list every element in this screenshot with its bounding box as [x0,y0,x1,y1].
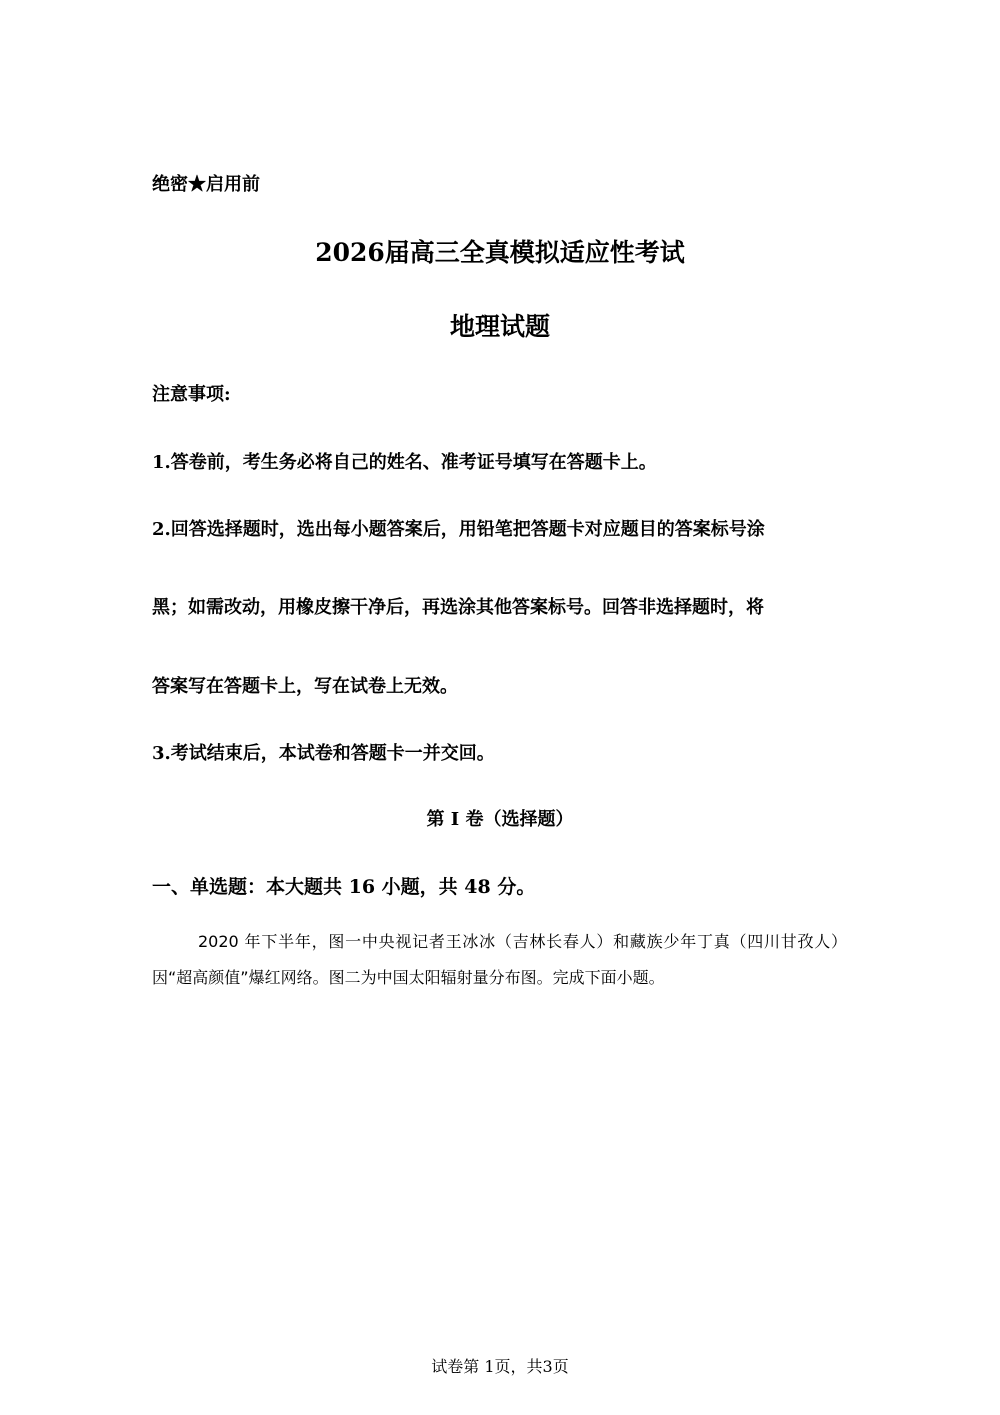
notice-heading: 注意事项: [152,384,231,405]
confidential-label: 绝密★启用前 [152,174,260,195]
page-footer: 试卷第 1页，共3页 [431,1357,569,1376]
notice-item-3: 3.考试结束后，本试卷和答题卡一并交回。 [152,743,495,764]
exam-title: 2026届高三全真模拟适应性考试 [315,238,685,267]
notice-item-2-line-1: 2.回答选择题时，选出每小题答案后，用铅笔把答题卡对应题目的答案标号涂 [152,519,765,540]
notice-item-2-line-3: 答案写在答题卡上，写在试卷上无效。 [152,676,458,697]
section-heading: 一、单选题：本大题共 16 小题，共 48 分。 [152,876,536,898]
notice-item-1: 1.答卷前，考生务必将自己的姓名、准考证号填写在答题卡上。 [152,452,657,473]
subject-title: 地理试题 [449,312,550,341]
notice-item-2-line-2: 黑；如需改动，用橡皮擦干净后，再选涂其他答案标号。回答非选择题时，将 [152,597,764,618]
question-stem-paragraph: 2020 年下半年，图一中央视记者王冰冰（吉林长春人）和藏族少年丁真（四川甘孜人）因“超高颜值”爆红网络。图二为中国太阳辐射量分布图。完成下面小题。 [152,932,847,987]
part-heading: 第 I 卷（选择题） [426,809,574,830]
